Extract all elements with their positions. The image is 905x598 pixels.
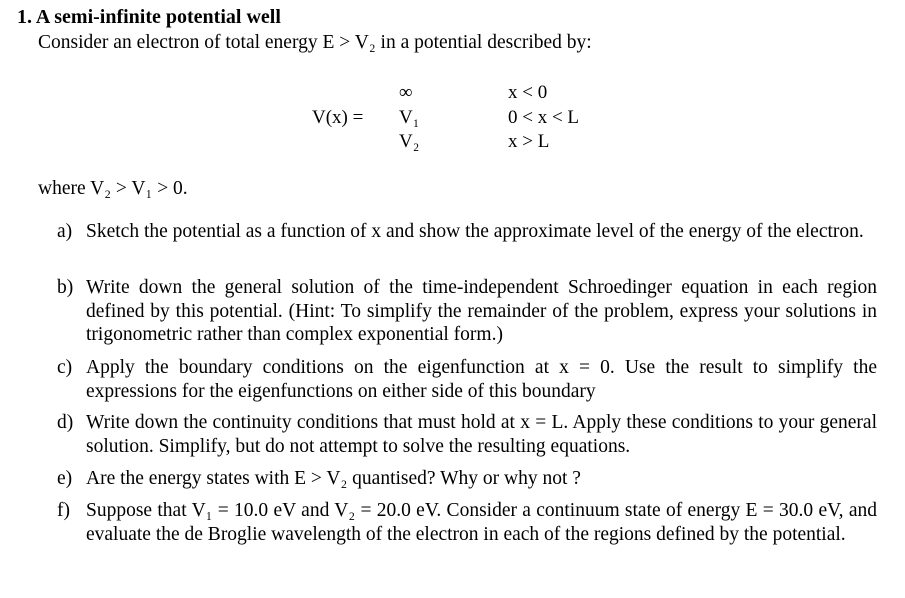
- part-text: Write down the general solution of the time-independent Schroedinger equation in each region defined by this potential. (Hint: To simplify the remainder of the problem, express your solutions in trigonometric rather than complex exponential form.): [86, 277, 877, 345]
- case-condition-3: x > L: [508, 131, 550, 152]
- part-label: d): [57, 412, 74, 433]
- part-label: e): [57, 468, 73, 489]
- problem-title: A semi-infinite potential well: [35, 6, 281, 28]
- case-value-1: ∞: [399, 82, 413, 103]
- part-label: a): [57, 221, 73, 242]
- where-clause: where V₂ > V₁ > 0.: [38, 178, 188, 199]
- part-label: b): [57, 277, 74, 298]
- part-text: Sketch the potential as a function of x and show the approximate level of the energy of the electron.: [86, 221, 864, 242]
- case-value-2: V₁: [399, 107, 420, 128]
- problem-heading: [17, 6, 281, 29]
- part-text: Suppose that V₁ = 10.0 eV and V₂ = 20.0 eV. Consider a continuum state of energy E = 30.0 eV, and evaluate the de Broglie wavelength of the electron in each of the regions defined by the potential.: [86, 500, 877, 545]
- problem-number: 1.: [17, 6, 32, 28]
- part-f: [57, 499, 877, 546]
- part-b: [57, 276, 877, 347]
- part-a: [57, 220, 877, 244]
- case-value-3: V₂: [399, 131, 420, 152]
- problem-intro: [38, 32, 592, 54]
- equation-lhs: V(x) =: [312, 107, 364, 128]
- part-text: Are the energy states with E > V₂ quantised? Why or why not ?: [86, 468, 581, 489]
- case-condition-1: x < 0: [508, 82, 548, 103]
- intro-text: Consider an electron of total energy E > V₂ in a potential described by:: [38, 32, 592, 53]
- part-d: [57, 411, 877, 458]
- part-c: [57, 356, 877, 403]
- part-label: f): [57, 500, 70, 521]
- part-e: [57, 467, 877, 491]
- part-label: c): [57, 357, 73, 378]
- part-text: Apply the boundary conditions on the eigenfunction at x = 0. Use the result to simplify the expressions for the eigenfunctions on either side of this boundary: [86, 357, 877, 402]
- case-condition-2: 0 < x < L: [508, 107, 580, 128]
- part-text: Write down the continuity conditions that must hold at x = L. Apply these conditions to your general solution. Simplify, but do not attempt to solve the resulting equations.: [86, 412, 877, 457]
